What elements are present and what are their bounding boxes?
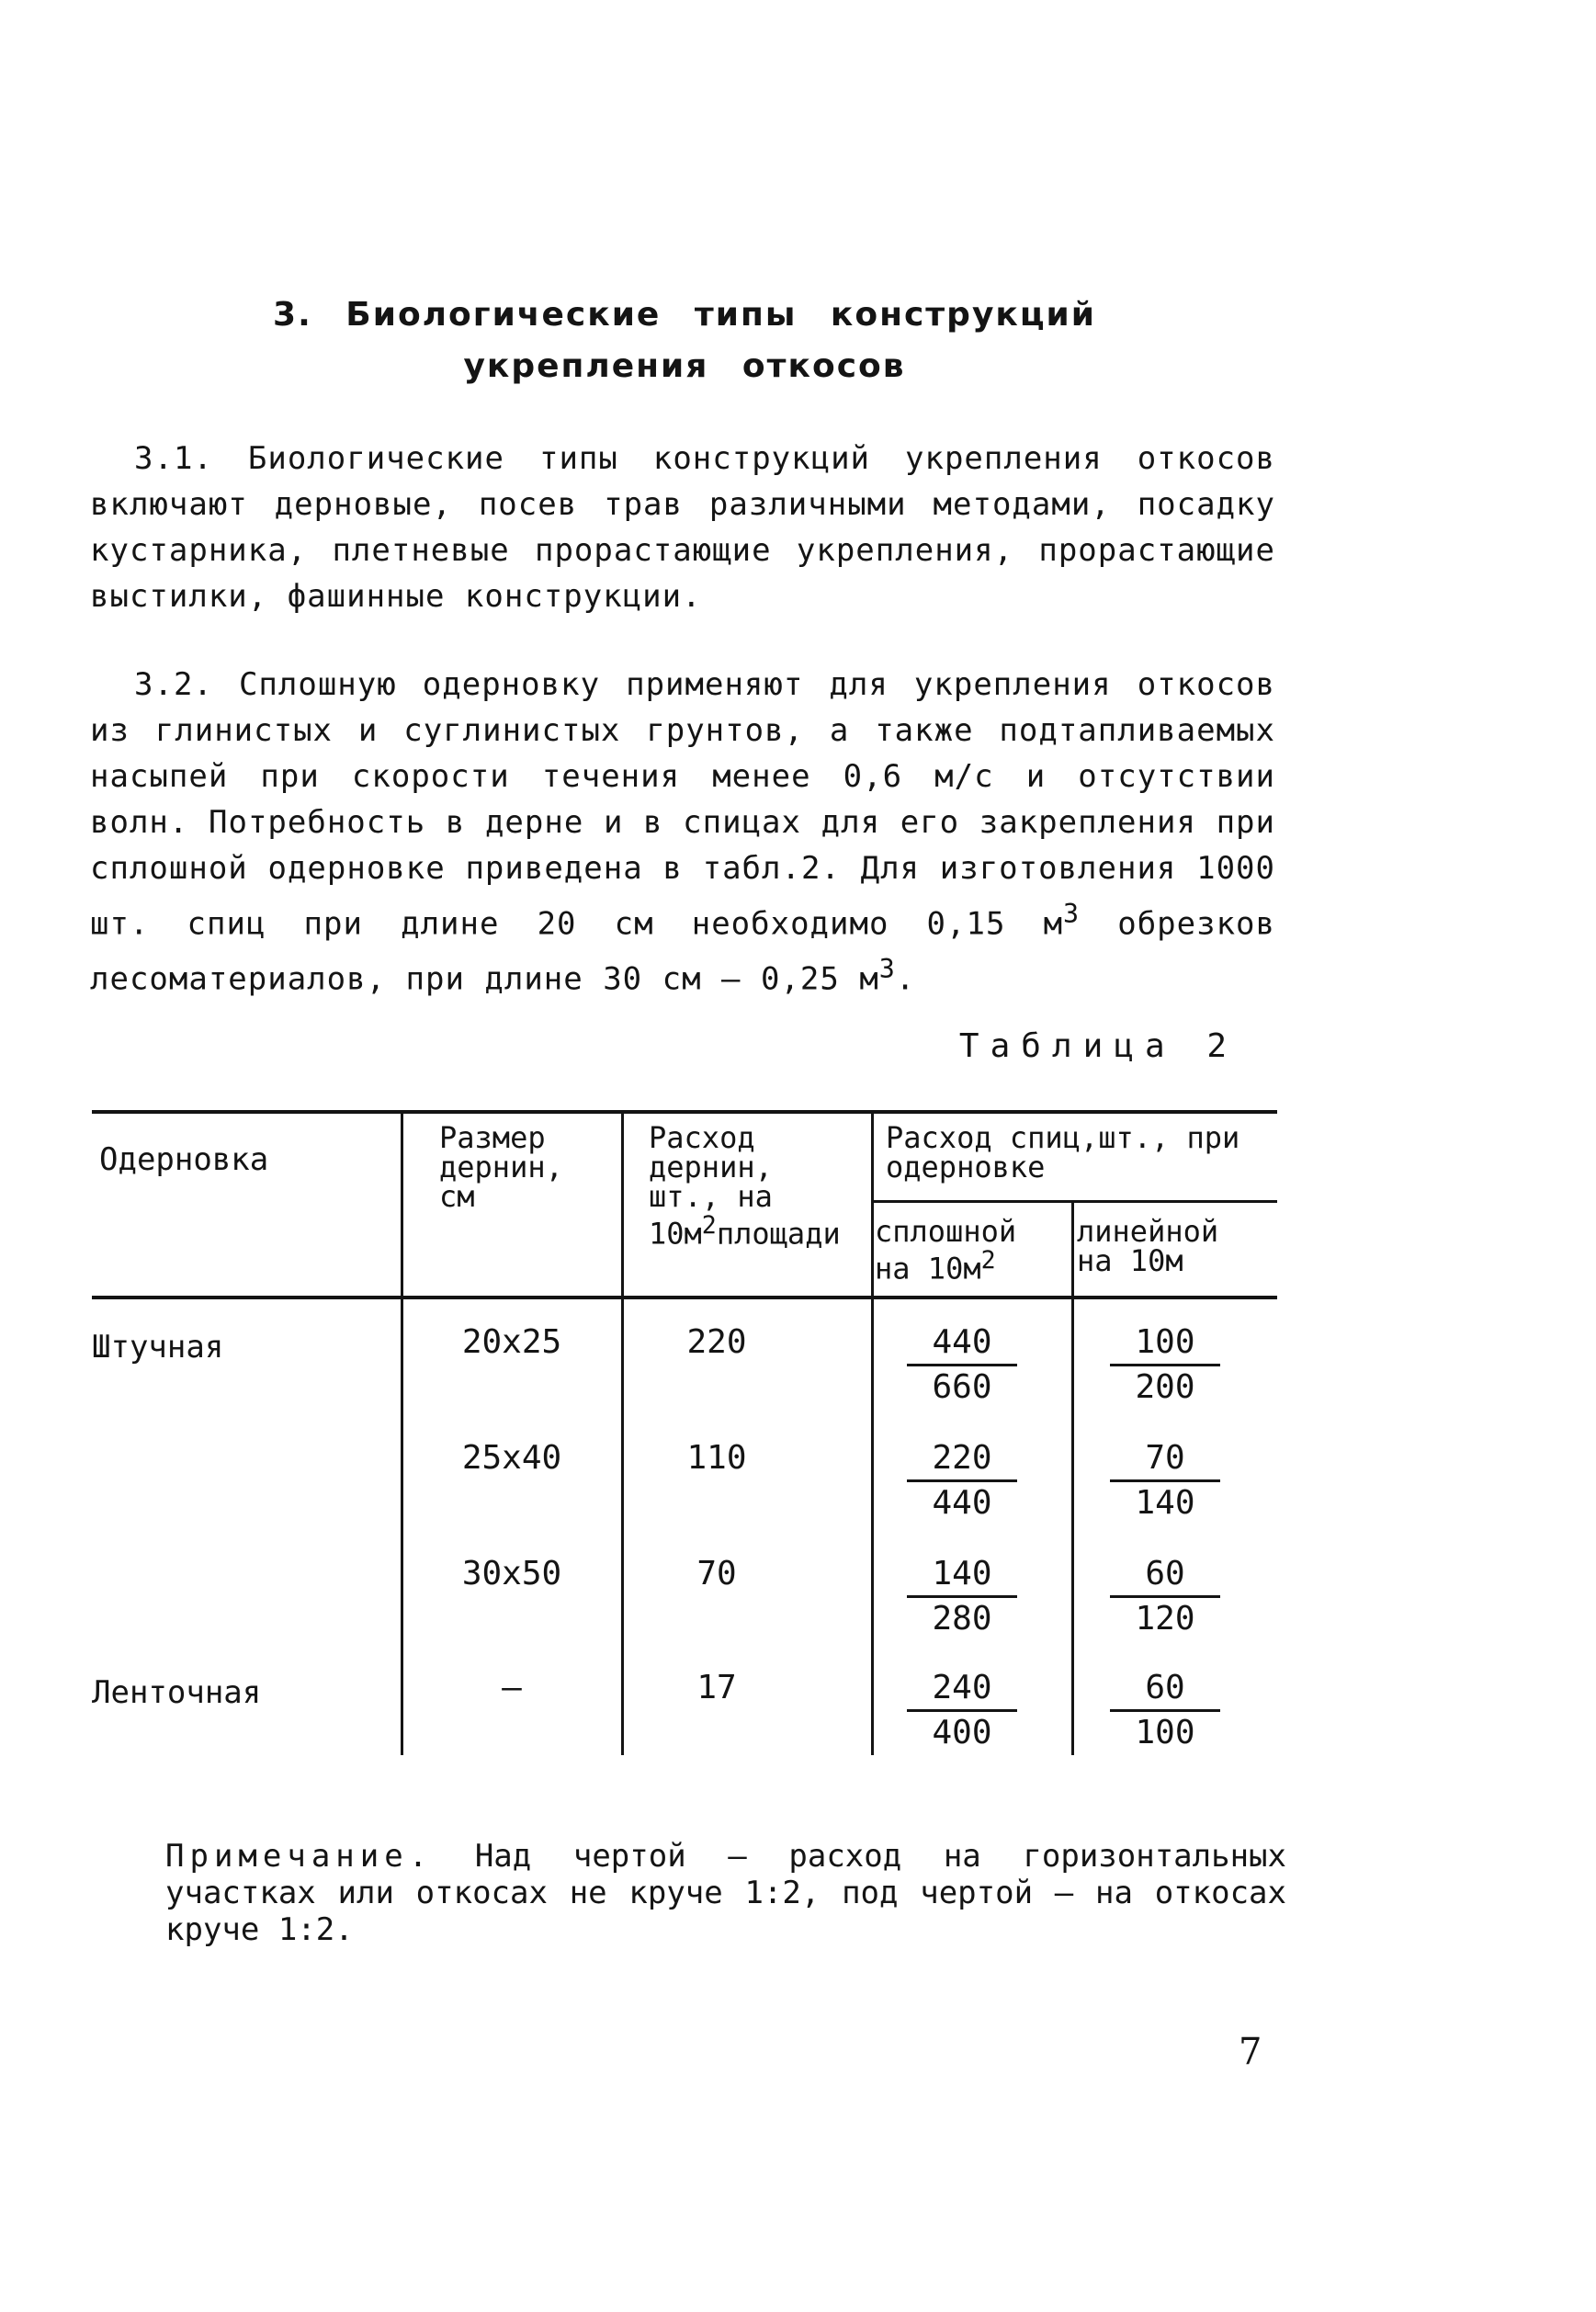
table-col-divider-1 (401, 1110, 403, 1755)
superscript-3: 3 (878, 954, 896, 985)
row1-size: 20x25 (461, 1323, 562, 1361)
row4-linear-bottom: 100 (1135, 1714, 1195, 1751)
table-col-divider-3 (871, 1110, 874, 1755)
table-caption: Таблица 2 (958, 1027, 1238, 1065)
header-odernovka: Одерновка (99, 1141, 269, 1178)
paragraph-3-2 (90, 662, 1275, 1003)
header-solid-sup: 2 (980, 1246, 996, 1275)
row2-solid-bottom: 440 (932, 1484, 992, 1522)
paragraph-3-2-text-b: обрезков лесоматериалов, при длине 30 см – 0,25 м (90, 905, 1276, 998)
row3-usage: 70 (696, 1555, 737, 1592)
row1-linear-top: 100 (1110, 1321, 1220, 1366)
paragraph-3-1-text: 3.1. Биологические типы конструкций укрепления откосов включают дерновые, посев трав различными методами, посадку кустарника, плетневые прорастающие укрепления, прорастающие выстилки, фашинные конструкции. (90, 440, 1275, 615)
row4-size: – (502, 1669, 522, 1706)
section-title-line2: укрепления откосов (463, 347, 906, 385)
header-spike-group: Расход спиц,шт., при одерновке (886, 1120, 1240, 1184)
note-label: Примечание. (165, 1838, 434, 1875)
row2-size: 25x40 (461, 1439, 562, 1477)
section-title-line1: 3. Биологические типы конструкций (273, 296, 1096, 334)
paragraph-3-2-text-a: 3.2. Сплошную одерновку применяют для укрепления откосов из глинистых и суглинистых грунтов, а также подтапливаемых насыпей при скорости течения менее 0,6 м/с и отсутствии волн. Потребность в дерне и в спицах для его закрепления при сплошной одерновке приведена в табл.2. Для изготовления 1000 шт. спиц при длине 20 см необходимо 0,15 м (90, 666, 1275, 943)
header-usage-sup: 2 (701, 1211, 717, 1240)
row3-linear-top: 60 (1110, 1553, 1220, 1598)
row2-usage: 110 (686, 1439, 747, 1477)
row2-linear-bottom: 140 (1135, 1484, 1195, 1522)
header-linear: линейной на 10м (1077, 1214, 1219, 1278)
paragraph-3-2-text-c: . (895, 960, 916, 998)
table-note (165, 1838, 1286, 1948)
row1-usage: 220 (686, 1323, 747, 1361)
table-header-rule (92, 1296, 1277, 1299)
row1-solid-top: 440 (907, 1321, 1017, 1366)
header-usage-line1: Расход дернин, шт., на 10м (649, 1120, 773, 1252)
table-col-divider-4 (1071, 1200, 1074, 1755)
header-solid (875, 1214, 1068, 1286)
row2-solid (907, 1437, 1017, 1524)
row3-solid-top: 140 (907, 1553, 1017, 1598)
row4-solid-bottom: 400 (932, 1714, 992, 1751)
header-usage (649, 1120, 851, 1252)
row1-linear-bottom: 200 (1135, 1368, 1195, 1406)
row3-solid (907, 1553, 1017, 1640)
header-size: Размер дернин, см (439, 1120, 563, 1214)
superscript-3: 3 (1063, 899, 1081, 929)
row1-linear (1110, 1321, 1220, 1409)
row1-type: Штучная (92, 1329, 224, 1366)
row3-size: 30x50 (461, 1555, 562, 1592)
row4-solid (907, 1667, 1017, 1754)
table-col-divider-2 (621, 1110, 624, 1755)
row1-solid (907, 1321, 1017, 1409)
row4-usage: 17 (696, 1669, 737, 1706)
note-text: Над чертой – расход на горизонтальных участках или откосах не круче 1:2, под чертой – на откосах круче 1:2. (165, 1838, 1286, 1948)
row3-solid-bottom: 280 (932, 1600, 992, 1638)
table-top-rule (92, 1110, 1277, 1114)
header-usage-line2: площади (716, 1216, 841, 1252)
row4-linear-top: 60 (1110, 1667, 1220, 1712)
row3-linear-bottom: 120 (1135, 1600, 1195, 1638)
row4-linear (1110, 1667, 1220, 1754)
row2-linear (1110, 1437, 1220, 1524)
row4-solid-top: 240 (907, 1667, 1017, 1712)
row2-solid-top: 220 (907, 1437, 1017, 1482)
row4-type: Ленточная (92, 1674, 262, 1711)
table-subheader-rule (873, 1200, 1277, 1203)
paragraph-3-1 (90, 436, 1275, 619)
header-solid-text: сплошной на 10м (875, 1214, 1017, 1286)
row2-linear-top: 70 (1110, 1437, 1220, 1482)
page-number: 7 (1239, 2031, 1262, 2073)
row3-linear (1110, 1553, 1220, 1640)
row1-solid-bottom: 660 (932, 1368, 992, 1406)
